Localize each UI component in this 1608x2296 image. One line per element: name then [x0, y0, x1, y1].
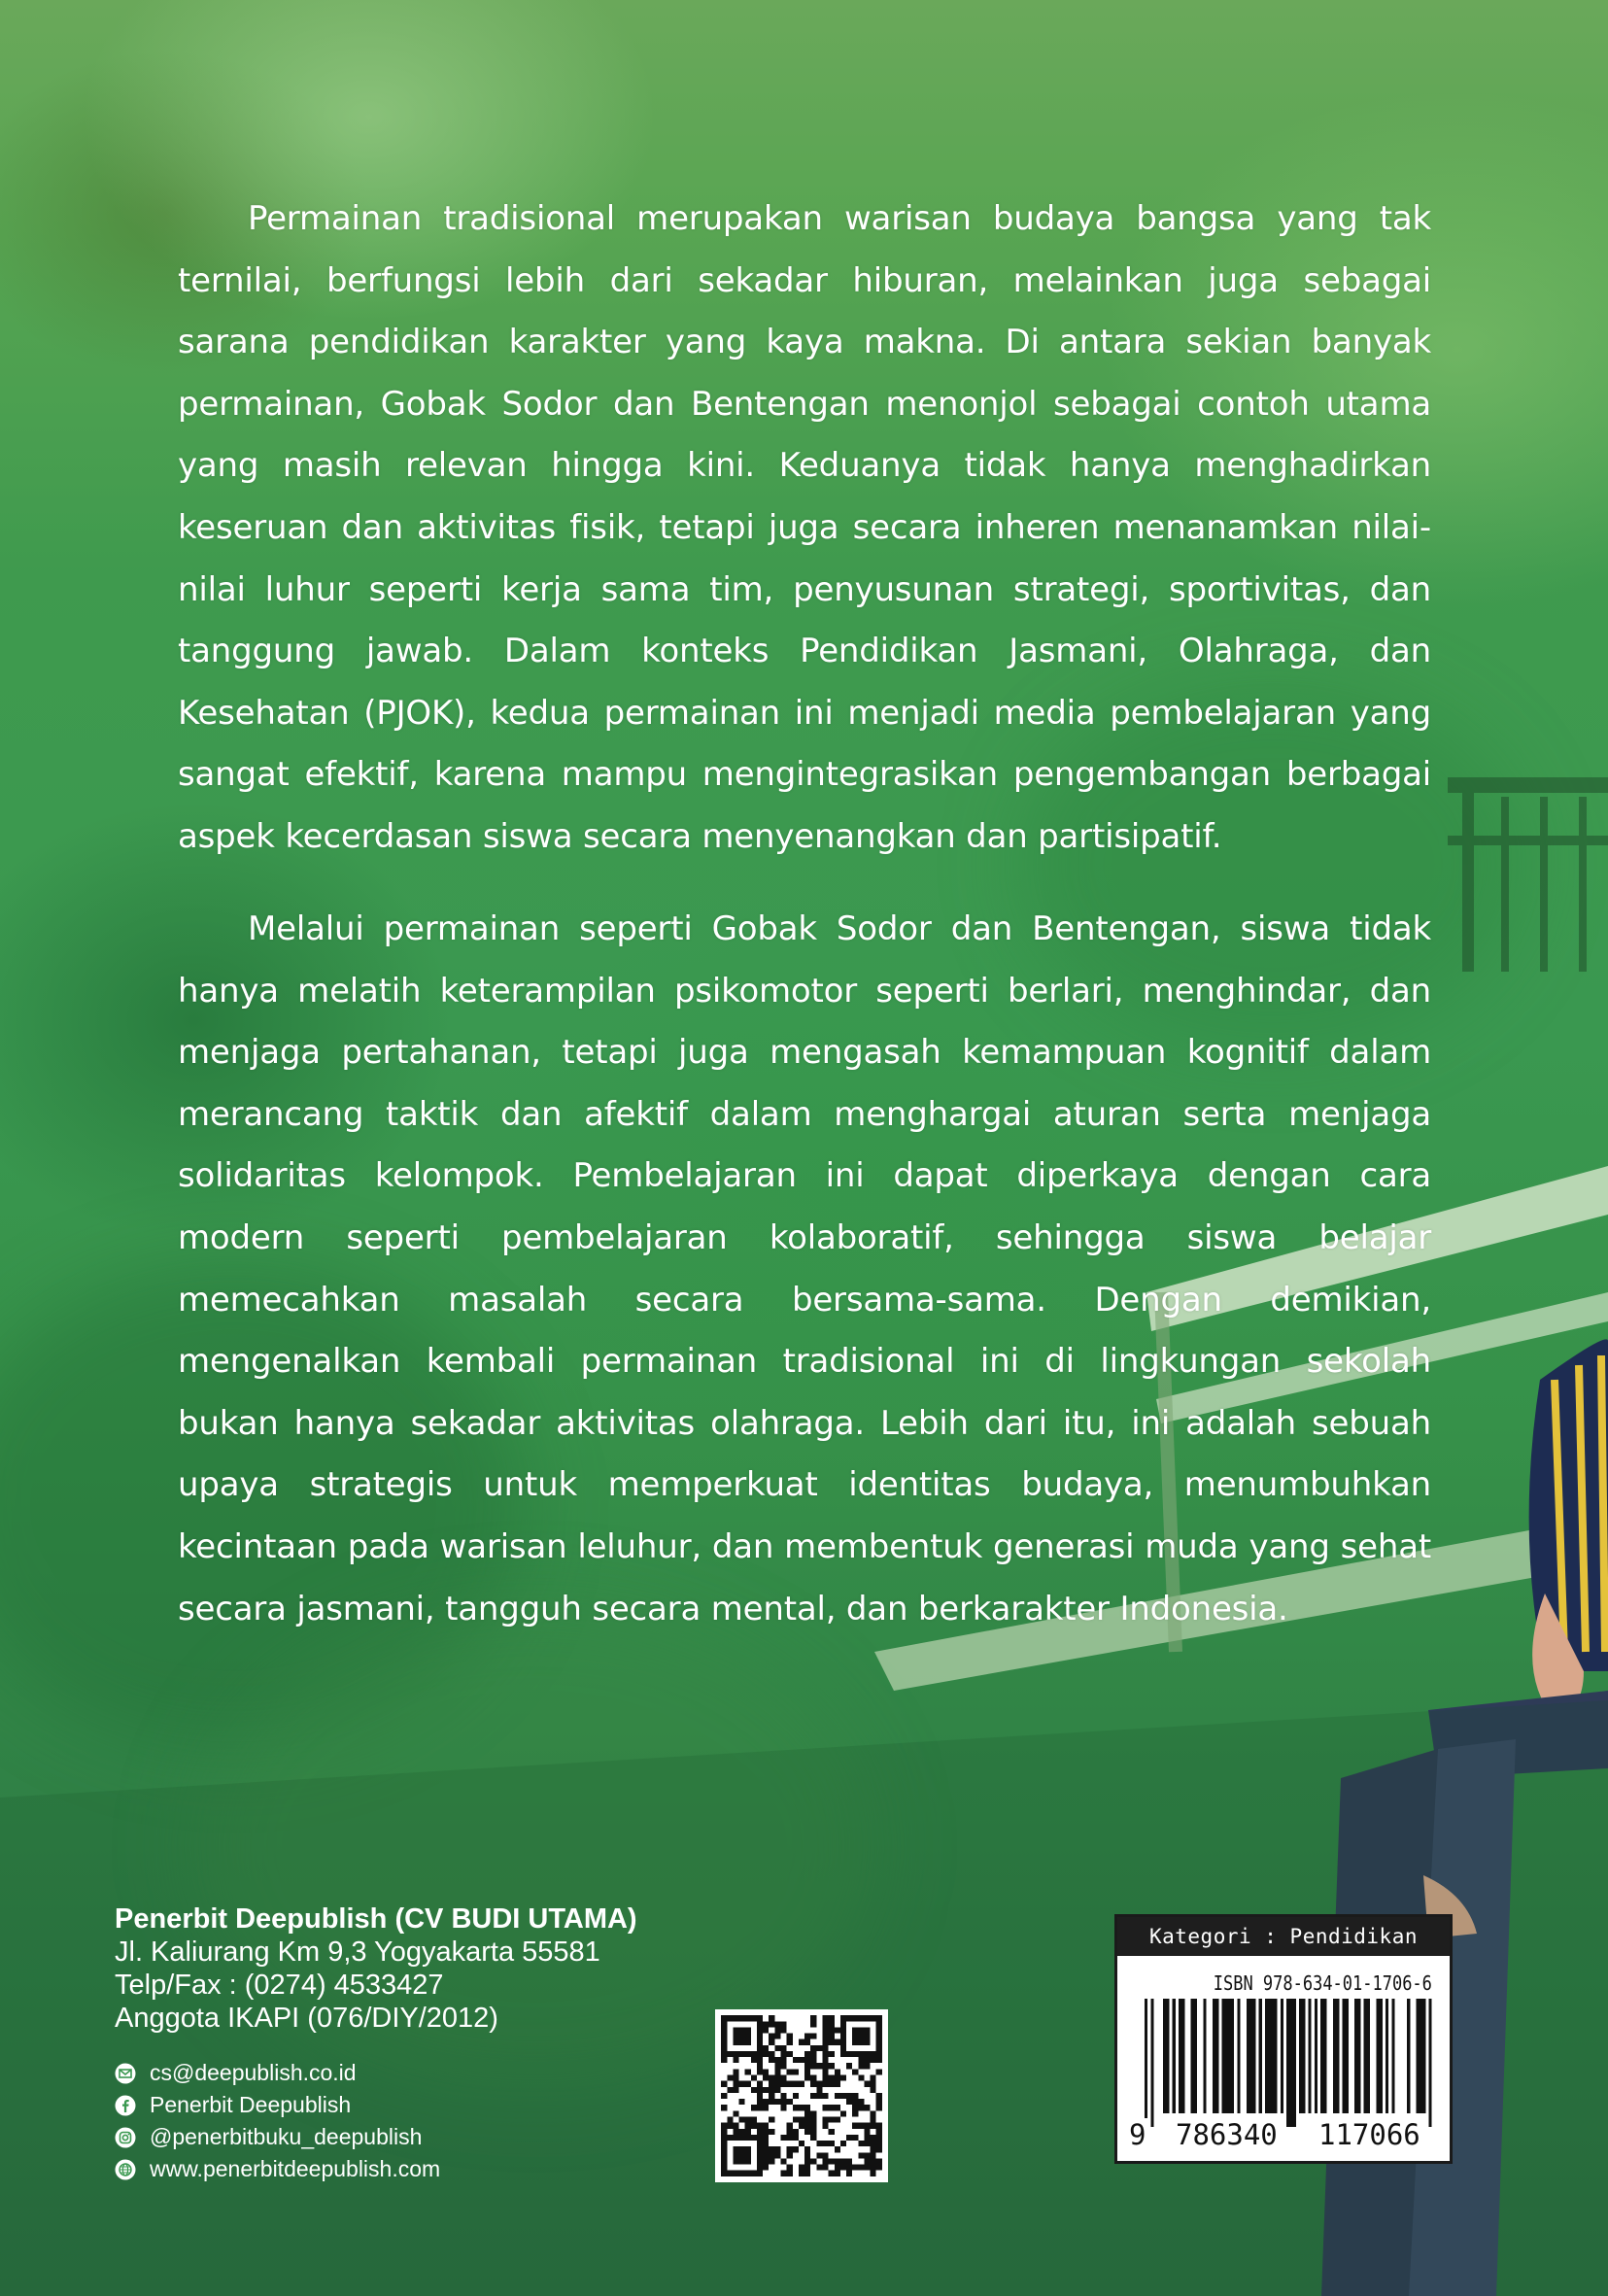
contact-facebook[interactable] [115, 2089, 440, 2121]
isbn-text: ISBN 978-634-01-1706-6 [1213, 1971, 1432, 1995]
email-icon [115, 2063, 136, 2084]
barcode-bars [1145, 1999, 1438, 2127]
contact-email-text: cs@deepublish.co.id [150, 2060, 357, 2085]
contact-instagram-text: @penerbitbuku_deepublish [150, 2124, 423, 2149]
contact-email[interactable] [115, 2057, 440, 2089]
description-paragraph-1: Permainan tradisional merupakan warisan budaya bangsa yang tak ternilai, berfungsi lebih dari sekadar hiburan, melainkan juga sebagai sarana pendidikan karakter yang kaya makna. Di antara sekian banyak permainan, Gobak Sodor dan Bentengan menonjol sebagai contoh utama yang masih relevan hingga kini. Keduanya tidak hanya menghadirkan keseruan dan aktivitas fisik, tetapi juga secara inheren menanamkan nilai-nilai luhur seperti kerja sama tim, penyusunan strategi, sportivitas, dan tanggung jawab. Dalam konteks Pendidikan Jasmani, Olahraga, dan Kesehatan (PJOK), kedua permainan ini menjadi media pembelajaran yang sangat efektif, karena mampu mengintegrasikan pengembangan berbagai aspek kecerdasan siswa secara menyenangkan dan partisipatif. [178, 199, 1431, 856]
instagram-icon [115, 2127, 136, 2148]
contact-instagram[interactable] [115, 2121, 440, 2153]
globe-icon [115, 2159, 136, 2180]
contact-website[interactable] [115, 2153, 440, 2185]
publisher-name: Penerbit Deepublish (CV BUDI UTAMA) [115, 1903, 637, 1935]
barcode-digit-lead: 9 [1129, 2118, 1146, 2151]
publisher-membership: Anggota IKAPI (076/DIY/2012) [115, 2003, 498, 2034]
fence-shape [1448, 777, 1608, 972]
publisher-info [115, 1902, 637, 2035]
isbn-barcode-box [1114, 1914, 1453, 2164]
publisher-phone: Telp/Fax : (0274) 4533427 [115, 1970, 444, 2001]
contact-facebook-text: Penerbit Deepublish [150, 2092, 352, 2117]
qr-code [715, 2009, 888, 2182]
barcode-digits-left: 786340 [1176, 2118, 1278, 2151]
barcode-digits-right: 117066 [1318, 2118, 1420, 2151]
description-paragraph-2: Melalui permainan seperti Gobak Sodor dan Bentengan, siswa tidak hanya melatih keterampilan psikomotor seperti berlari, menghindar, dan menjaga pertahanan, tetapi juga mengasah kemampuan kognitif dalam merancang taktik dan afektif dalam menghargai aturan serta menjaga solidaritas kelompok. Pembelajaran ini dapat diperkaya dengan cara modern seperti pembelajaran kolaboratif, sehingga siswa belajar memecahkan masalah secara bersama-sama. Dengan demikian, mengenalkan kembali permainan tradisional ini di lingkungan sekolah bukan hanya sekadar aktivitas olahraga. Lebih dari itu, ini adalah sebuah upaya strategis untuk memperkuat identitas budaya, menumbuhkan kecintaan pada warisan leluhur, dan membentuk generasi muda yang sehat secara jasmani, tangguh secara mental, dan berkarakter Indonesia. [178, 909, 1431, 1628]
contact-list [115, 2057, 440, 2185]
contact-website-text: www.penerbitdeepublish.com [150, 2156, 441, 2181]
category-label: Kategori : Pendidikan [1117, 1917, 1450, 1956]
publisher-address: Jl. Kaliurang Km 9,3 Yogyakarta 55581 [115, 1936, 600, 1968]
facebook-icon [115, 2095, 136, 2116]
